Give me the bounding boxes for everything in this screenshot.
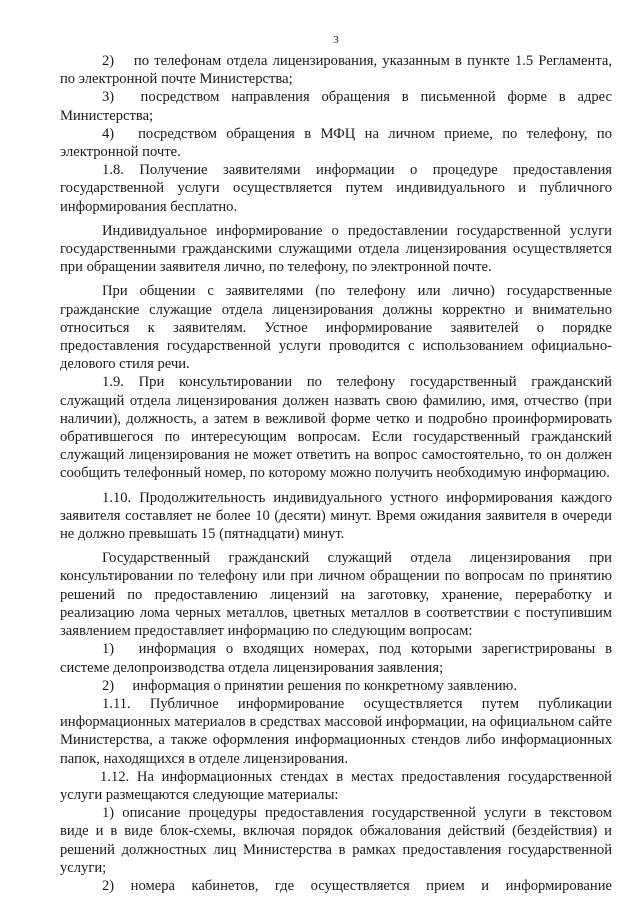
paragraph-individual-informing: Индивидуальное информирование о предоставлении государственной услуги государственными гражданскими служащими отдела лицензирования осуществляется при обращении заявителя лично, по телефону, по электронной почте.: [60, 222, 612, 276]
paragraph-item-3-written: 3) посредством направления обращения в письменной форме в адрес Министерства;: [60, 89, 612, 124]
page-number: 3: [333, 34, 339, 46]
paragraph-stand-item-1: 1) описание процедуры предоставления государственной услуги в текстовом виде и в виде блок-схемы, включая порядок обжалования действий (бездействия) и решений должностных лиц Министерства в рамках предоставления государственной услуги;: [60, 805, 612, 876]
paragraph-stand-item-2: 2) номера кабинетов, где осуществляется прием и информирование: [102, 877, 612, 894]
paragraph-item-2-phone: 2) по телефонам отдела лицензирования, указанным в пункте 1.5 Регламента, по электронной почте Министерства;: [60, 53, 612, 88]
paragraph-1-11: 1.11. Публичное информирование осуществляется путем публикации информационных материалов в средствах массовой информации, на официальном сайте Министерства, а также оформления информационных стендов либо информационных папок, находящихся в отделе лицензирования.: [60, 695, 612, 767]
paragraph-communication-rules: При общении с заявителями (по телефону или лично) государственные гражданские служащие отдела лицензирования должны корректно и внимательно относиться к заявителям. Устное информирование заявителей о порядке предоставления государственной услуги проводится с использованием официально-делового стиля речи.: [60, 283, 612, 373]
paragraph-topic-2: 2) информация о принятии решения по конкретному заявлению.: [102, 677, 517, 694]
paragraph-item-4-mfc: 4) посредством обращения в МФЦ на личном приеме, по телефону, по электронной почте.: [60, 125, 612, 161]
paragraph-1-10: 1.10. Продолжительность индивидуального устного информирования каждого заявителя составляет не более 10 (десяти) минут. Время ожидания заявителя в очереди не должно превышать 15 (пятнадцати) минут.: [60, 489, 612, 543]
paragraph-consulting-topics: Государственный гражданский служащий отдела лицензирования при консультировании по телефону или при личном обращении по вопросам по принятию решений по предоставлению лицензий на заготовку, хранение, переработку и реализацию лома черных металлов, цветных металлов в соответствии с поступившим заявлением предоставляет информацию по следующим вопросам:: [60, 550, 612, 640]
paragraph-1-12: 1.12. На информационных стендах в местах предоставления государственной услуги размещаются следующие материалы:: [60, 768, 612, 803]
paragraph-1-8: 1.8. Получение заявителями информации о процедуре предоставления государственной услуги осуществляется путем индивидуального и публичного информирования бесплатно.: [60, 162, 612, 215]
paragraph-topic-1: 1) информация о входящих номерах, под которыми зарегистрированы в системе делопроизводства отдела лицензирования заявления;: [60, 641, 612, 676]
document-page: [60, 34, 612, 895]
paragraph-1-9: 1.9. При консультировании по телефону государственный гражданский служащий отдела лицензирования должен назвать свою фамилию, имя, отчество (при наличии), должность, а затем в вежливой форме четко и подробно проинформировать обратившегося по интересующим вопросам. Если государственный гражданский служащий лицензирования не может ответить на вопрос самостоятельно, то он должен сообщить телефонный номер, по которому можно получить необходимую информацию.: [60, 374, 612, 482]
